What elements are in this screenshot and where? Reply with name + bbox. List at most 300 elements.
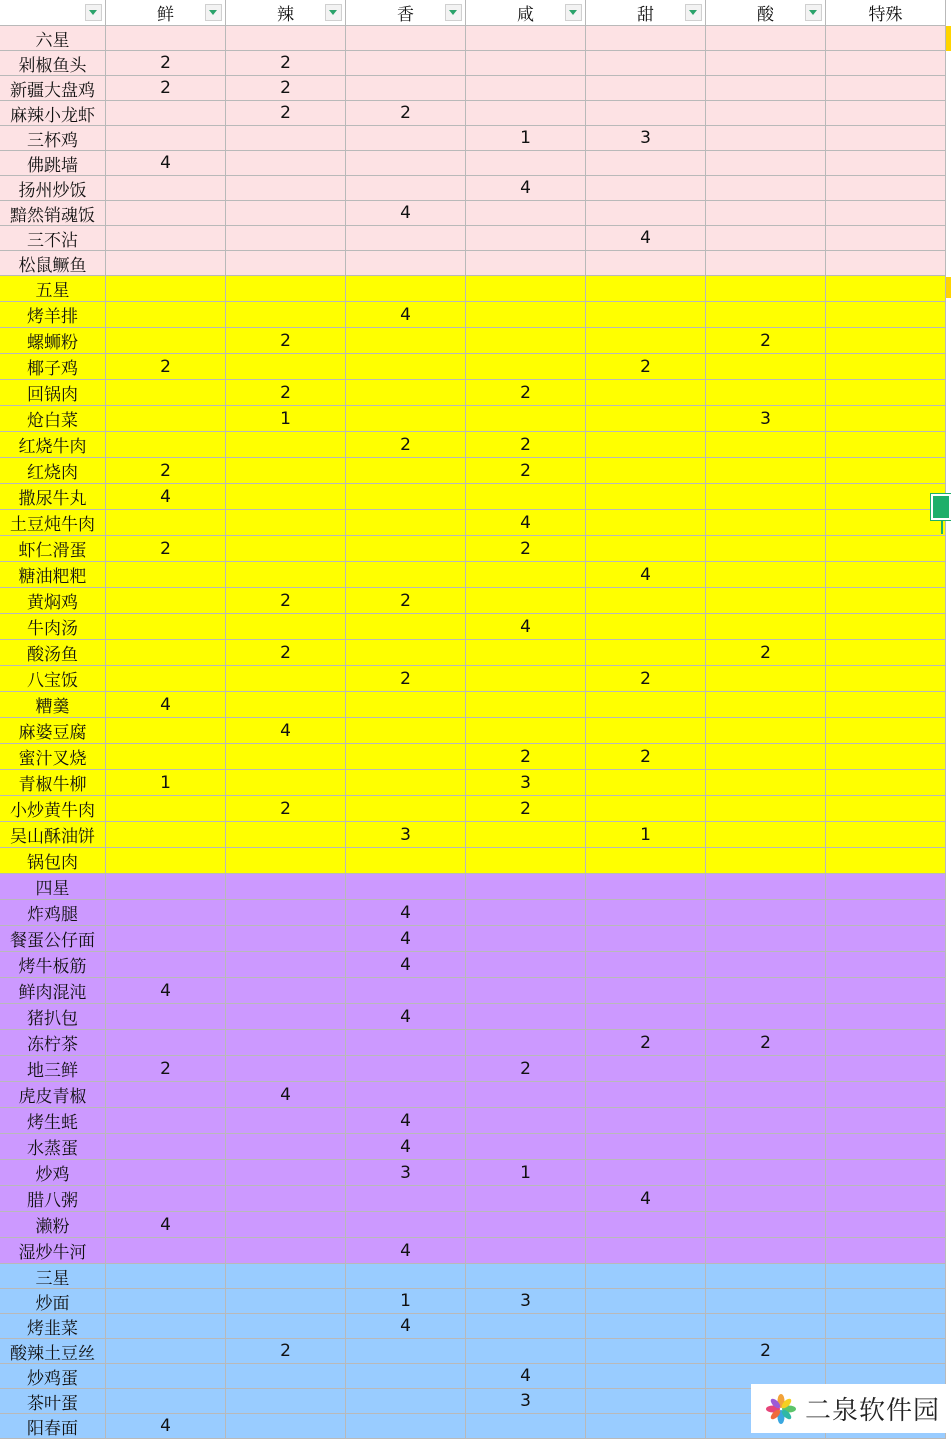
table-cell[interactable]: 2: [706, 640, 826, 666]
table-cell[interactable]: 2: [226, 76, 346, 101]
table-cell[interactable]: 4: [106, 1212, 226, 1238]
table-cell[interactable]: [706, 1134, 826, 1160]
table-cell[interactable]: [826, 692, 946, 718]
dish-name-cell[interactable]: 松鼠鳜鱼: [0, 251, 106, 276]
table-cell[interactable]: 2: [346, 101, 466, 126]
table-cell[interactable]: [706, 354, 826, 380]
table-cell[interactable]: [706, 176, 826, 201]
table-cell[interactable]: [346, 770, 466, 796]
table-cell[interactable]: [826, 770, 946, 796]
table-cell[interactable]: [826, 51, 946, 76]
table-cell[interactable]: [106, 822, 226, 848]
table-cell[interactable]: [226, 978, 346, 1004]
table-cell[interactable]: [346, 354, 466, 380]
table-cell[interactable]: [586, 151, 706, 176]
table-cell[interactable]: [826, 1289, 946, 1314]
table-cell[interactable]: [346, 1364, 466, 1389]
table-cell[interactable]: [706, 614, 826, 640]
table-cell[interactable]: 2: [106, 458, 226, 484]
table-cell[interactable]: [586, 51, 706, 76]
table-cell[interactable]: 2: [346, 666, 466, 692]
table-cell[interactable]: 4: [346, 1238, 466, 1264]
table-cell[interactable]: [706, 1212, 826, 1238]
table-cell[interactable]: [106, 1186, 226, 1212]
dish-name-cell[interactable]: 麻婆豆腐: [0, 718, 106, 744]
table-cell[interactable]: [826, 666, 946, 692]
dish-name-cell[interactable]: 黄焖鸡: [0, 588, 106, 614]
table-cell[interactable]: [106, 276, 226, 302]
table-cell[interactable]: [106, 562, 226, 588]
table-cell[interactable]: 4: [226, 718, 346, 744]
table-cell[interactable]: [706, 26, 826, 51]
table-cell[interactable]: [706, 302, 826, 328]
table-cell[interactable]: [466, 201, 586, 226]
table-cell[interactable]: [346, 536, 466, 562]
table-cell[interactable]: [706, 796, 826, 822]
table-cell[interactable]: [586, 1108, 706, 1134]
filter-dropdown-icon[interactable]: [85, 4, 102, 21]
dish-name-cell[interactable]: 扬州炒饭: [0, 176, 106, 201]
dish-name-cell[interactable]: 蜜汁叉烧: [0, 744, 106, 770]
table-cell[interactable]: [106, 510, 226, 536]
dish-name-cell[interactable]: 猪扒包: [0, 1004, 106, 1030]
table-cell[interactable]: 2: [466, 744, 586, 770]
table-cell[interactable]: 1: [466, 126, 586, 151]
table-cell[interactable]: [586, 1364, 706, 1389]
table-cell[interactable]: [706, 588, 826, 614]
table-cell[interactable]: 4: [106, 692, 226, 718]
table-cell[interactable]: [706, 510, 826, 536]
table-cell[interactable]: [826, 76, 946, 101]
table-cell[interactable]: 3: [466, 770, 586, 796]
table-cell[interactable]: [706, 666, 826, 692]
table-cell[interactable]: [226, 900, 346, 926]
column-header[interactable]: 鲜: [106, 0, 226, 26]
table-cell[interactable]: [346, 640, 466, 666]
table-cell[interactable]: [466, 1030, 586, 1056]
table-cell[interactable]: [106, 926, 226, 952]
table-cell[interactable]: [586, 201, 706, 226]
dish-name-cell[interactable]: 阳春面: [0, 1414, 106, 1439]
table-cell[interactable]: [826, 354, 946, 380]
table-cell[interactable]: [586, 458, 706, 484]
table-cell[interactable]: [586, 1004, 706, 1030]
table-cell[interactable]: [706, 126, 826, 151]
table-cell[interactable]: [706, 562, 826, 588]
dish-name-cell[interactable]: 腊八粥: [0, 1186, 106, 1212]
column-header[interactable]: 酸: [706, 0, 826, 26]
table-cell[interactable]: [466, 718, 586, 744]
table-cell[interactable]: [586, 1314, 706, 1339]
table-cell[interactable]: [826, 1238, 946, 1264]
table-cell[interactable]: [826, 226, 946, 251]
table-cell[interactable]: [226, 484, 346, 510]
table-cell[interactable]: [826, 614, 946, 640]
dish-name-cell[interactable]: 牛肉汤: [0, 614, 106, 640]
dish-name-cell[interactable]: 炒鸡蛋: [0, 1364, 106, 1389]
dish-name-cell[interactable]: 烤羊排: [0, 302, 106, 328]
table-cell[interactable]: 4: [346, 1004, 466, 1030]
dish-name-cell[interactable]: 剁椒鱼头: [0, 51, 106, 76]
table-cell[interactable]: [346, 614, 466, 640]
table-cell[interactable]: [226, 1030, 346, 1056]
table-cell[interactable]: [826, 796, 946, 822]
table-cell[interactable]: [226, 302, 346, 328]
filter-dropdown-icon[interactable]: [565, 4, 582, 21]
table-cell[interactable]: [346, 26, 466, 51]
table-cell[interactable]: [466, 226, 586, 251]
table-cell[interactable]: [106, 796, 226, 822]
table-cell[interactable]: [826, 1134, 946, 1160]
table-cell[interactable]: [706, 1056, 826, 1082]
table-cell[interactable]: 2: [466, 536, 586, 562]
table-cell[interactable]: [106, 1108, 226, 1134]
dish-name-cell[interactable]: 椰子鸡: [0, 354, 106, 380]
table-cell[interactable]: [106, 126, 226, 151]
table-cell[interactable]: [226, 536, 346, 562]
table-cell[interactable]: [826, 1030, 946, 1056]
table-cell[interactable]: [226, 822, 346, 848]
dish-name-cell[interactable]: 麻辣小龙虾: [0, 101, 106, 126]
table-cell[interactable]: [586, 952, 706, 978]
table-cell[interactable]: [586, 770, 706, 796]
table-cell[interactable]: [706, 822, 826, 848]
table-cell[interactable]: [226, 1186, 346, 1212]
dish-name-cell[interactable]: 小炒黄牛肉: [0, 796, 106, 822]
column-header[interactable]: 香: [346, 0, 466, 26]
table-cell[interactable]: [106, 744, 226, 770]
table-cell[interactable]: [346, 484, 466, 510]
table-cell[interactable]: [826, 1339, 946, 1364]
table-cell[interactable]: [706, 276, 826, 302]
table-cell[interactable]: 3: [466, 1389, 586, 1414]
table-cell[interactable]: [586, 614, 706, 640]
table-cell[interactable]: [826, 201, 946, 226]
table-cell[interactable]: [466, 874, 586, 900]
table-cell[interactable]: [106, 952, 226, 978]
table-cell[interactable]: 1: [106, 770, 226, 796]
table-cell[interactable]: [226, 26, 346, 51]
table-cell[interactable]: 4: [586, 1186, 706, 1212]
table-cell[interactable]: [466, 101, 586, 126]
table-cell[interactable]: [586, 176, 706, 201]
table-cell[interactable]: [586, 796, 706, 822]
table-cell[interactable]: [826, 874, 946, 900]
table-cell[interactable]: 2: [106, 354, 226, 380]
table-cell[interactable]: 3: [346, 822, 466, 848]
dish-name-cell[interactable]: 烤韭菜: [0, 1314, 106, 1339]
table-cell[interactable]: [226, 354, 346, 380]
table-cell[interactable]: 4: [346, 952, 466, 978]
table-cell[interactable]: [466, 406, 586, 432]
table-cell[interactable]: [106, 1004, 226, 1030]
table-cell[interactable]: [706, 1082, 826, 1108]
table-cell[interactable]: 4: [466, 1364, 586, 1389]
table-cell[interactable]: [586, 718, 706, 744]
table-cell[interactable]: [466, 926, 586, 952]
dish-name-cell[interactable]: 撒尿牛丸: [0, 484, 106, 510]
table-cell[interactable]: [466, 1264, 586, 1289]
table-cell[interactable]: [346, 744, 466, 770]
table-cell[interactable]: [466, 900, 586, 926]
table-cell[interactable]: 4: [586, 226, 706, 251]
table-cell[interactable]: [346, 1056, 466, 1082]
table-cell[interactable]: [226, 126, 346, 151]
table-cell[interactable]: [586, 1160, 706, 1186]
dish-name-cell[interactable]: 鲜肉混沌: [0, 978, 106, 1004]
table-cell[interactable]: [586, 1134, 706, 1160]
table-cell[interactable]: [706, 101, 826, 126]
table-cell[interactable]: [106, 406, 226, 432]
table-cell[interactable]: [586, 1238, 706, 1264]
table-cell[interactable]: [346, 796, 466, 822]
table-cell[interactable]: 2: [106, 51, 226, 76]
table-cell[interactable]: [826, 926, 946, 952]
table-cell[interactable]: [346, 406, 466, 432]
table-cell[interactable]: [106, 380, 226, 406]
table-cell[interactable]: [466, 1082, 586, 1108]
table-cell[interactable]: [826, 1082, 946, 1108]
table-cell[interactable]: [226, 614, 346, 640]
table-cell[interactable]: [106, 226, 226, 251]
table-cell[interactable]: 2: [586, 666, 706, 692]
table-cell[interactable]: [106, 26, 226, 51]
table-cell[interactable]: [586, 76, 706, 101]
table-cell[interactable]: [226, 1056, 346, 1082]
dish-name-cell[interactable]: 新疆大盘鸡: [0, 76, 106, 101]
table-cell[interactable]: [226, 874, 346, 900]
table-cell[interactable]: [226, 151, 346, 176]
table-cell[interactable]: [826, 1212, 946, 1238]
table-cell[interactable]: [466, 1314, 586, 1339]
dish-name-cell[interactable]: 炸鸡腿: [0, 900, 106, 926]
table-cell[interactable]: [106, 432, 226, 458]
table-cell[interactable]: [226, 666, 346, 692]
table-cell[interactable]: [466, 1134, 586, 1160]
table-cell[interactable]: 4: [346, 1134, 466, 1160]
table-cell[interactable]: [346, 151, 466, 176]
table-cell[interactable]: 1: [226, 406, 346, 432]
table-cell[interactable]: [466, 1238, 586, 1264]
table-cell[interactable]: 4: [346, 926, 466, 952]
table-cell[interactable]: [106, 201, 226, 226]
table-cell[interactable]: [106, 328, 226, 354]
table-cell[interactable]: [706, 536, 826, 562]
table-cell[interactable]: 2: [586, 1030, 706, 1056]
table-cell[interactable]: [466, 354, 586, 380]
table-cell[interactable]: [106, 1264, 226, 1289]
table-cell[interactable]: [346, 76, 466, 101]
table-cell[interactable]: [826, 978, 946, 1004]
table-cell[interactable]: [226, 1212, 346, 1238]
table-cell[interactable]: [826, 900, 946, 926]
table-cell[interactable]: [466, 978, 586, 1004]
dish-name-cell[interactable]: 黯然销魂饭: [0, 201, 106, 226]
table-cell[interactable]: [346, 1414, 466, 1439]
table-cell[interactable]: [346, 126, 466, 151]
filter-dropdown-icon[interactable]: [205, 4, 222, 21]
table-cell[interactable]: [706, 718, 826, 744]
table-cell[interactable]: [706, 1238, 826, 1264]
table-cell[interactable]: [106, 1364, 226, 1389]
dish-name-cell[interactable]: 螺蛳粉: [0, 328, 106, 354]
dish-name-cell[interactable]: 茶叶蛋: [0, 1389, 106, 1414]
table-cell[interactable]: [226, 1389, 346, 1414]
table-cell[interactable]: [826, 276, 946, 302]
dish-name-cell[interactable]: 三杯鸡: [0, 126, 106, 151]
table-cell[interactable]: [226, 562, 346, 588]
table-cell[interactable]: [346, 718, 466, 744]
table-cell[interactable]: [346, 328, 466, 354]
table-cell[interactable]: [226, 1108, 346, 1134]
table-cell[interactable]: [346, 380, 466, 406]
table-cell[interactable]: [706, 226, 826, 251]
column-header[interactable]: 特殊: [826, 0, 946, 26]
table-cell[interactable]: [586, 101, 706, 126]
column-header[interactable]: 甜: [586, 0, 706, 26]
dish-name-cell[interactable]: 八宝饭: [0, 666, 106, 692]
table-cell[interactable]: [346, 458, 466, 484]
table-cell[interactable]: [706, 1289, 826, 1314]
table-cell[interactable]: [586, 484, 706, 510]
table-cell[interactable]: [466, 276, 586, 302]
table-cell[interactable]: [106, 1160, 226, 1186]
table-cell[interactable]: [706, 76, 826, 101]
table-cell[interactable]: [706, 744, 826, 770]
dish-name-cell[interactable]: 烤生蚝: [0, 1108, 106, 1134]
table-cell[interactable]: [826, 848, 946, 874]
table-cell[interactable]: [706, 151, 826, 176]
table-cell[interactable]: [826, 251, 946, 276]
table-cell[interactable]: [586, 874, 706, 900]
table-cell[interactable]: 1: [346, 1289, 466, 1314]
table-cell[interactable]: [106, 666, 226, 692]
table-cell[interactable]: 4: [346, 302, 466, 328]
dish-name-cell[interactable]: 酸辣土豆丝: [0, 1339, 106, 1364]
table-cell[interactable]: 2: [106, 1056, 226, 1082]
table-cell[interactable]: 3: [586, 126, 706, 151]
table-cell[interactable]: [826, 1314, 946, 1339]
table-cell[interactable]: 4: [466, 176, 586, 201]
table-cell[interactable]: [106, 176, 226, 201]
table-cell[interactable]: [106, 1339, 226, 1364]
table-cell[interactable]: [826, 1004, 946, 1030]
table-cell[interactable]: [106, 1082, 226, 1108]
table-cell[interactable]: [826, 536, 946, 562]
table-cell[interactable]: [826, 151, 946, 176]
table-cell[interactable]: [826, 328, 946, 354]
table-cell[interactable]: 4: [106, 484, 226, 510]
table-cell[interactable]: [106, 302, 226, 328]
table-cell[interactable]: [346, 874, 466, 900]
dish-name-cell[interactable]: 佛跳墙: [0, 151, 106, 176]
table-cell[interactable]: 2: [706, 328, 826, 354]
table-cell[interactable]: 3: [466, 1289, 586, 1314]
table-cell[interactable]: 2: [706, 1030, 826, 1056]
dish-name-cell[interactable]: 烤牛板筋: [0, 952, 106, 978]
table-cell[interactable]: 4: [466, 614, 586, 640]
table-cell[interactable]: [706, 1108, 826, 1134]
table-cell[interactable]: [226, 510, 346, 536]
table-cell[interactable]: [106, 1389, 226, 1414]
table-cell[interactable]: [466, 302, 586, 328]
table-cell[interactable]: [346, 848, 466, 874]
dish-name-cell[interactable]: 吴山酥油饼: [0, 822, 106, 848]
table-cell[interactable]: [706, 251, 826, 276]
table-cell[interactable]: [466, 328, 586, 354]
table-cell[interactable]: 3: [706, 406, 826, 432]
table-cell[interactable]: 2: [226, 640, 346, 666]
dish-name-cell[interactable]: 虾仁滑蛋: [0, 536, 106, 562]
table-cell[interactable]: [466, 1186, 586, 1212]
table-cell[interactable]: [826, 302, 946, 328]
table-cell[interactable]: [826, 432, 946, 458]
table-cell[interactable]: [466, 848, 586, 874]
table-cell[interactable]: [226, 201, 346, 226]
table-cell[interactable]: [706, 1264, 826, 1289]
table-cell[interactable]: [346, 978, 466, 1004]
table-cell[interactable]: 2: [226, 101, 346, 126]
table-cell[interactable]: [346, 1389, 466, 1414]
table-cell[interactable]: [826, 510, 946, 536]
table-cell[interactable]: [106, 718, 226, 744]
table-cell[interactable]: [706, 458, 826, 484]
table-cell[interactable]: [706, 874, 826, 900]
table-cell[interactable]: [466, 666, 586, 692]
table-cell[interactable]: [226, 1004, 346, 1030]
table-cell[interactable]: [586, 276, 706, 302]
table-cell[interactable]: [706, 692, 826, 718]
table-cell[interactable]: [586, 26, 706, 51]
table-cell[interactable]: [706, 380, 826, 406]
column-header[interactable]: 辣: [226, 0, 346, 26]
table-cell[interactable]: [706, 201, 826, 226]
table-cell[interactable]: [826, 1186, 946, 1212]
dish-name-cell[interactable]: 炒面: [0, 1289, 106, 1314]
table-cell[interactable]: 4: [466, 510, 586, 536]
table-cell[interactable]: [826, 176, 946, 201]
filter-dropdown-icon[interactable]: [805, 4, 822, 21]
table-cell[interactable]: [226, 276, 346, 302]
table-cell[interactable]: [226, 1414, 346, 1439]
table-cell[interactable]: [466, 588, 586, 614]
table-cell[interactable]: [826, 1056, 946, 1082]
table-cell[interactable]: [226, 1134, 346, 1160]
table-cell[interactable]: [706, 1186, 826, 1212]
table-cell[interactable]: [586, 926, 706, 952]
table-cell[interactable]: [586, 640, 706, 666]
table-cell[interactable]: 2: [106, 536, 226, 562]
dish-name-cell[interactable]: 三不沾: [0, 226, 106, 251]
table-cell[interactable]: 4: [106, 151, 226, 176]
table-cell[interactable]: [826, 406, 946, 432]
table-cell[interactable]: [826, 101, 946, 126]
table-cell[interactable]: [226, 1289, 346, 1314]
dish-name-cell[interactable]: 水蒸蛋: [0, 1134, 106, 1160]
table-cell[interactable]: 2: [346, 588, 466, 614]
table-cell[interactable]: 4: [226, 1082, 346, 1108]
table-cell[interactable]: [826, 1160, 946, 1186]
table-cell[interactable]: [586, 1289, 706, 1314]
table-cell[interactable]: 1: [586, 822, 706, 848]
table-cell[interactable]: [706, 900, 826, 926]
table-cell[interactable]: 4: [106, 978, 226, 1004]
dish-name-cell[interactable]: 红烧肉: [0, 458, 106, 484]
table-cell[interactable]: 4: [586, 562, 706, 588]
table-cell[interactable]: [586, 1082, 706, 1108]
table-cell[interactable]: [706, 1160, 826, 1186]
dish-name-cell[interactable]: 回锅肉: [0, 380, 106, 406]
